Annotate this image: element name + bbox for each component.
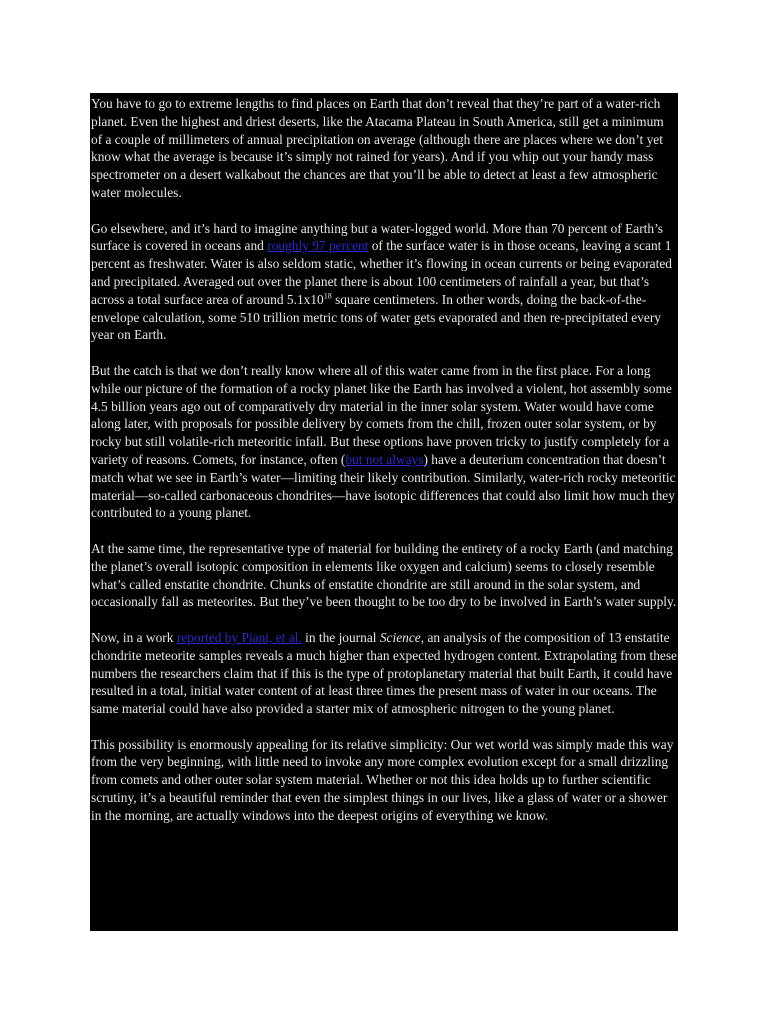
- paragraph-4: At the same time, the representative type of material for building the entirety of a rocky Earth (and matching the planet’s overall isotopic composition in elements like oxygen and calcium) seems to closely resemble what’s called enstatite chondrite. Chunks of enstatite chondrite are still around in the solar system, and occasionally fall as meteorites. But they’ve been thought to be too dry to be involved in Earth’s water supply.: [91, 540, 677, 610]
- paragraph-2: [91, 220, 678, 345]
- link-roughly-97-percent[interactable]: roughly 97 percent: [267, 238, 369, 254]
- article-page: [90, 93, 678, 931]
- paragraph-5-text-c: , an analysis of the composition of 13 enstatite chondrite meteorite samples reveals a much higher than expected hydrogen content. Extrapolating from these numbers the researchers claim that if this is the type of protoplanetary material that built Earth, it could have resulted in a total, initial water content of at least three times the present mass of water in our oceans. The same material could have also provided a starter mix of atmospheric nitrogen to the young planet.: [91, 629, 678, 717]
- paragraph-5: [91, 629, 678, 718]
- paragraph-1: You have to go to extreme lengths to find places on Earth that don’t reveal that they’re part of a water-rich planet. Even the highest and driest deserts, like the Atacama Plateau in South America, still get a minimum of a couple of millimeters of annual precipitation on average (although there are places where we don’t yet know what the average is because it’s simply not rained for years). And if you whip out your handy mass spectrometer on a desert walkabout the chances are that you’ll be able to detect at least a few atmospheric water molecules.: [91, 96, 664, 200]
- paragraph-5-text-b: in the journal: [301, 629, 380, 645]
- link-reported-by-piani[interactable]: reported by Piani, et al.: [176, 629, 302, 645]
- paragraph-2-text-c: square centimeters. In other words, doing the back-of-the-envelope calculation, some 510 trillion metric tons of water gets evaporated and then re-precipitated every year on Earth.: [91, 291, 661, 343]
- paragraph-2-text-a: Go elsewhere, and it’s hard to imagine anything but a water-logged world. More than 70 percent of Earth’s surface is covered in oceans and: [91, 220, 664, 254]
- paragraph-2-text-b: of the surface water is in those oceans, leaving a scant 1 percent as freshwater. Water is also seldom static, whether it’s flowing in ocean currents or being evaporated and precipitated. Averaged out over the planet there is about 100 centimeters of rainfall a year, but that’s across a total surface area of around 5.1x10: [91, 238, 672, 307]
- paragraph-6: This possibility is enormously appealing for its relative simplicity: Our wet world was simply made this way from the very beginning, with little need to invoke any more complex evolution except for a small drizzling from comets and other outer solar system material. Whether or not this idea holds up to further scientific scrutiny, it’s a beautiful reminder that even the simplest things in our lives, like a glass of water or a shower in the morning, are actually windows into the deepest origins of everything we know.: [91, 736, 674, 823]
- paragraph-3: [91, 362, 678, 522]
- paragraph-3-text-b: ) have a deuterium concentration that doesn’t match what we see in Earth’s water—limiting their likely contribution. Similarly, water-rich rocky meteoritic material—so-called carbonaceous chondrites—have isotopic differences that could also limit how much they contributed to a young planet.: [91, 451, 676, 521]
- link-but-not-always[interactable]: but not always: [345, 451, 424, 467]
- exponent-superscript: 18: [323, 291, 332, 301]
- paragraph-5-text-a: Now, in a work: [91, 629, 177, 645]
- journal-name: Science: [379, 629, 421, 645]
- paragraph-3-text-a: But the catch is that we don’t really know where all of this water came from in the first place. For a long while our picture of the formation of a rocky planet like the Earth has involved a violent, hot assembly some 4.5 billion years ago out of comparatively dry material in the inner solar system. Water would have come along later, with proposals for possible delivery by comets from the chill, frozen outer solar system, or by rocky but still volatile-rich meteoritic infall. But these options have proven tricky to justify completely for a variety of reasons. Comets, for instance, often (: [91, 362, 672, 467]
